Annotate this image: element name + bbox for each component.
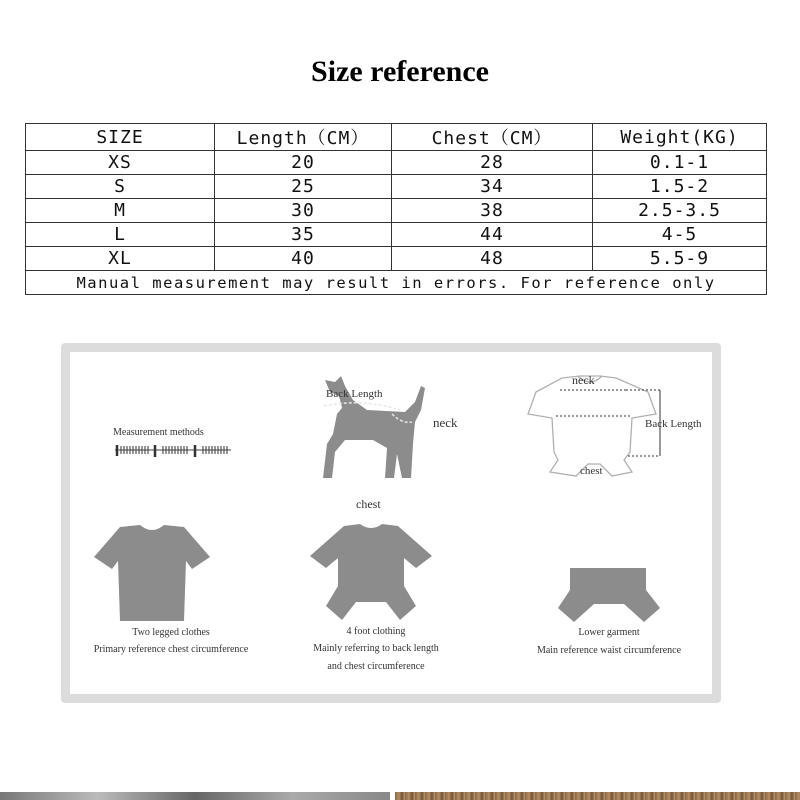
- clothes-chest-label: chest: [580, 465, 603, 477]
- ruler-icon: [113, 442, 235, 458]
- page-title: Size reference: [311, 55, 489, 88]
- two-legged-title: Two legged clothes: [132, 627, 210, 638]
- table-note: Manual measurement may result in errors. For reference only: [26, 271, 767, 295]
- table-row: [26, 247, 767, 271]
- table-note-row: [26, 271, 767, 295]
- table-row: [26, 223, 767, 247]
- lower-garment-title: Lower garment: [578, 627, 640, 638]
- lower-garment-desc: Main reference waist circumference: [536, 645, 682, 656]
- clothes-back-length-label: Back Length: [645, 418, 702, 430]
- table-row: [26, 199, 767, 223]
- cropped-photo-left: [0, 792, 390, 800]
- header-chest: Chest（CM）: [392, 124, 593, 151]
- table-row: [26, 175, 767, 199]
- four-foot-clothing-icon: [306, 522, 436, 622]
- four-foot-desc-line1: Mainly referring to back length: [313, 643, 439, 654]
- two-legged-desc: Primary reference chest circumference: [93, 644, 249, 655]
- clothes-neck-label: neck: [572, 373, 595, 387]
- bottom-photo-strip: [0, 792, 800, 800]
- cell-weight: 4-5: [593, 223, 767, 247]
- cell-weight: 1.5-2: [593, 175, 767, 199]
- cell-chest: 48: [392, 247, 593, 271]
- dog-back-length-label: Back Length: [326, 388, 383, 400]
- cell-chest: 38: [392, 199, 593, 223]
- cell-size: L: [26, 223, 215, 247]
- cell-chest: 28: [392, 151, 593, 175]
- four-foot-title: 4 foot clothing: [346, 626, 406, 637]
- lower-garment-icon: [554, 566, 664, 626]
- measurement-methods-label: Measurement methods: [113, 427, 204, 438]
- cell-chest: 44: [392, 223, 593, 247]
- table-row: [26, 151, 767, 175]
- four-foot-desc-line2: and chest circumference: [327, 661, 425, 672]
- two-legged-clothes-icon: [92, 523, 212, 623]
- table-header-row: [26, 124, 767, 151]
- cell-weight: 0.1-1: [593, 151, 767, 175]
- cell-length: 40: [215, 247, 392, 271]
- cell-length: 35: [215, 223, 392, 247]
- size-table: [25, 123, 767, 295]
- dog-back-length-line: [322, 396, 412, 436]
- cell-weight: 5.5-9: [593, 247, 767, 271]
- cropped-photo-right: [395, 792, 800, 800]
- cell-chest: 34: [392, 175, 593, 199]
- cell-length: 20: [215, 151, 392, 175]
- cell-length: 30: [215, 199, 392, 223]
- cell-size: M: [26, 199, 215, 223]
- cell-size: XL: [26, 247, 215, 271]
- header-size: SIZE: [26, 124, 215, 151]
- cell-size: XS: [26, 151, 215, 175]
- dog-neck-label: neck: [433, 415, 458, 430]
- header-length: Length（CM）: [215, 124, 392, 151]
- header-weight: Weight(KG): [593, 124, 767, 151]
- dog-chest-label: chest: [356, 497, 381, 511]
- cell-length: 25: [215, 175, 392, 199]
- cell-weight: 2.5-3.5: [593, 199, 767, 223]
- cell-size: S: [26, 175, 215, 199]
